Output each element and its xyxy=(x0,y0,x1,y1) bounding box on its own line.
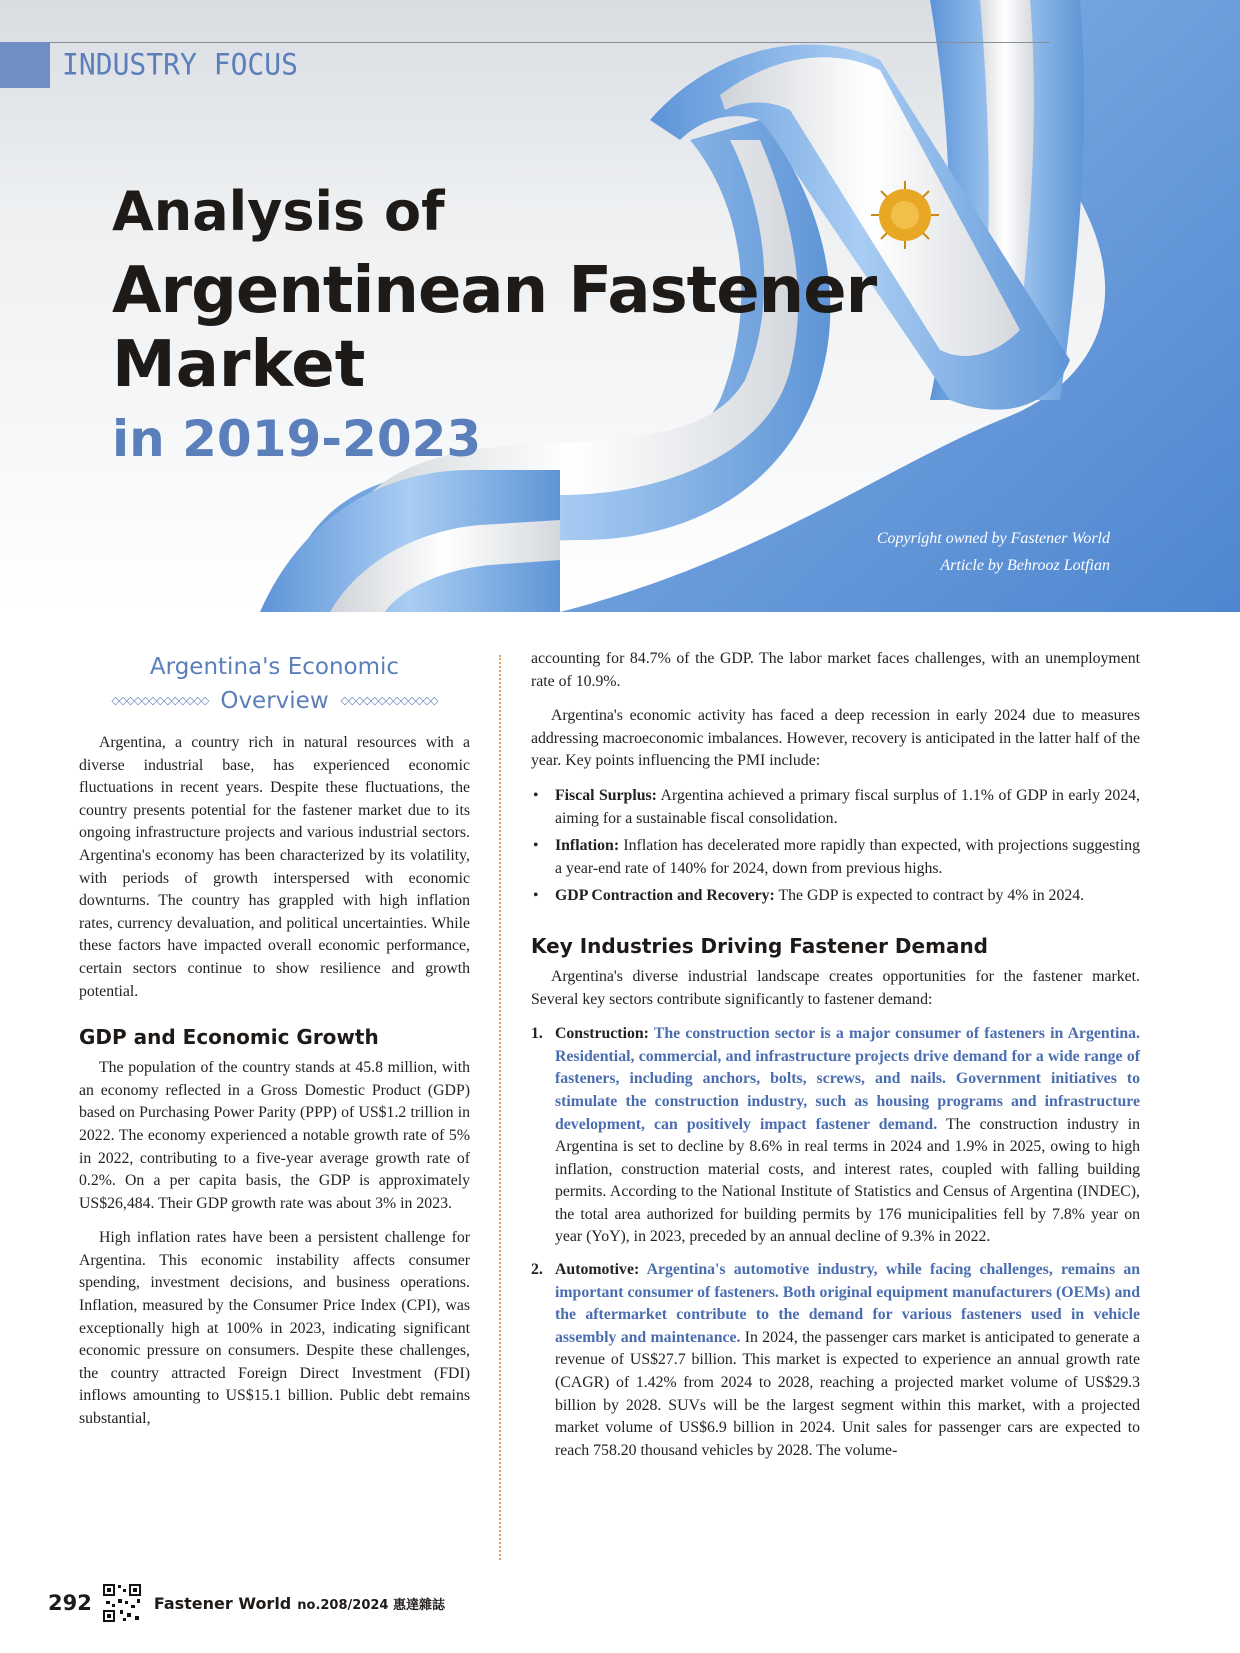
title-line-3: Market xyxy=(112,328,366,402)
industries-list xyxy=(531,1023,1140,1462)
issue-info: no.208/2024 惠達雜誌 xyxy=(297,1597,445,1613)
hero-banner xyxy=(0,0,1240,612)
left-column xyxy=(79,650,470,1443)
highlight-text: The construction sector is a major consumer of fasteners in Argentina. Residential, commercial, and infrastructure projects drive demand for a wide range of fasteners, including anchors, bolts, screws, and nails. Government initiatives to stimulate the construction industry, such as housing programs and infrastructure development, can positively impact fastener demand. xyxy=(555,1025,1140,1133)
gdp-heading: GDP and Economic Growth xyxy=(79,1025,379,1050)
brand-name: Fastener World xyxy=(153,1593,292,1613)
industries-paragraph: Argentina's diverse industrial landscape creates opportunities for the fastener market. Several key sectors contribute significantly to fastener demand: xyxy=(531,967,1140,1008)
item-number: 1. xyxy=(531,1025,543,1043)
ornament-right: ◇◇◇◇◇◇◇◇◇◇◇◇◇ xyxy=(340,694,438,707)
title-line-1: Analysis of xyxy=(112,180,445,243)
gdp-paragraph-1: The population of the country stands at 45.8 million, with an economy reflected in a Gross Domestic Product (GDP) based on Purchasing Power Parity (PPP) of US$1.2 trillion in 2022. The economy experienced a notable growth rate of 5% in 2022, contributing to a five-year average growth rate of 0.2%. On a per capita basis, the GDP is approximately US$26,484. Their GDP growth rate was about 3% in 2023. xyxy=(79,1059,470,1212)
copyright-credit: Copyright owned by Fastener World xyxy=(876,530,1110,547)
overview-heading xyxy=(79,650,470,718)
recession-paragraph: Argentina's economic activity has faced a deep recession in early 2024 due to measures addressing macroeconomic imbalances. However, recovery is anticipated in the latter half of the year. Key points influencing the PMI include: xyxy=(531,707,1140,770)
title-line-4: in 2019-2023 xyxy=(112,410,482,468)
overview-heading-line2: Overview xyxy=(220,688,329,714)
pmi-bullet-list xyxy=(531,785,1140,908)
ornament-left: ◇◇◇◇◇◇◇◇◇◇◇◇◇ xyxy=(111,694,209,707)
qr-code-icon[interactable] xyxy=(102,1583,142,1623)
sun-of-may-icon xyxy=(871,181,939,249)
list-item: • Fiscal Surplus: Argentina achieved a primary fiscal surplus of 1.1% of GDP in early 2024, aiming for a sustainable fiscal consolidation. xyxy=(531,785,1140,830)
overview-heading-line1: Argentina's Economic xyxy=(149,654,400,680)
industries-heading: Key Industries Driving Fastener Demand xyxy=(531,933,988,958)
continued-paragraph: accounting for 84.7% of the GDP. The labor market faces challenges, with an unemployment rate of 10.9%. xyxy=(531,650,1140,690)
header-rule xyxy=(50,42,1050,43)
section-marker xyxy=(0,42,50,88)
overview-paragraph: Argentina, a country rich in natural resources with a diverse industrial base, has experienced economic fluctuations in recent years. Despite these fluctuations, the country presents potential for the fastener market due to its ongoing infrastructure projects and various industrial sectors. Argentina's economy has been characterized by its volatility, with periods of growth interspersed with economic downturns. The country has grappled with high inflation rates, currency devaluation, and political uncertainties. While these factors have impacted overall economic performance, certain sectors continue to show resilience and growth potential. xyxy=(79,734,470,1000)
list-item: • GDP Contraction and Recovery: The GDP is expected to contract by 4% in 2024. xyxy=(531,885,1140,908)
list-item: 2. Automotive: Argentina's automotive industry, while facing challenges, remains an important consumer of fasteners. Both original equipment manufacturers (OEMs) and the aftermarket contribute to the demand for various fasteners used in vehicle assembly and maintenance. In 2024, the passenger cars market is anticipated to generate a revenue of US$27.7 billion. This market is expected to experience an annual growth rate (CAGR) of 1.42% from 2024 to 2028, reaching a projected market volume of US$29.3 billion by 2028. SUVs will be the largest segment within this market, with a projected market volume of US$6.9 billion in 2024. Unit sales for passenger cars are expected to reach 758.20 thousand vehicles by 2028. The volume- xyxy=(531,1261,1141,1459)
author-credit: Article by Behrooz Lotfian xyxy=(940,557,1110,574)
item-number: 2. xyxy=(531,1261,543,1279)
title-line-2: Argentinean Fastener xyxy=(112,254,877,328)
page-number: 292 xyxy=(48,1591,92,1615)
list-item: 1. Construction: The construction sector is a major consumer of fasteners in Argentina. Residential, commercial, and infrastructure projects drive demand for a wide range of fasteners, including anchors, bolts, screws, and nails. Government initiatives to stimulate the construction industry, such as housing programs and infrastructure development, can positively impact fastener demand. The construction industry in Argentina is set to decline by 8.6% in real terms in 2024 and 1.9% in 2025, owing to high inflation, construction material costs, and interest rates, coupled with falling building permits. According to the National Institute of Statistics and Census of Argentina (INDEC), the total area authorized for building permits by 176 municipalities fell by 7.8% year on year (YoY), in 2023, preceded by an annual decline of 9.3% in 2022. xyxy=(531,1025,1140,1246)
highlight-text: Argentina's automotive industry, while facing challenges, remains an important consumer of fasteners. Both original equipment manufacturers (OEMs) and the aftermarket contribute to the demand for various fasteners used in vehicle assembly and maintenance. xyxy=(555,1261,1140,1346)
page-footer xyxy=(48,1583,445,1623)
right-column xyxy=(531,652,1140,1472)
list-item: • Inflation: Inflation has decelerated more rapidly than expected, with projections suggesting a year-end rate of 140% for 2024, down from previous highs. xyxy=(531,835,1140,880)
column-divider xyxy=(499,655,501,1560)
gdp-paragraph-2: High inflation rates have been a persistent challenge for Argentina. This economic instability affects consumer spending, investment decisions, and business operations. Inflation, measured by the Consumer Price Index (CPI), was exceptionally high at 100% in 2023, indicating significant economic pressure on consumers. Despite these challenges, the country attracted Foreign Direct Investment (FDI) inflows amounting to US$15.1 billion. Public debt remains substantial, xyxy=(79,1229,470,1428)
section-label: INDUSTRY FOCUS xyxy=(62,47,299,82)
